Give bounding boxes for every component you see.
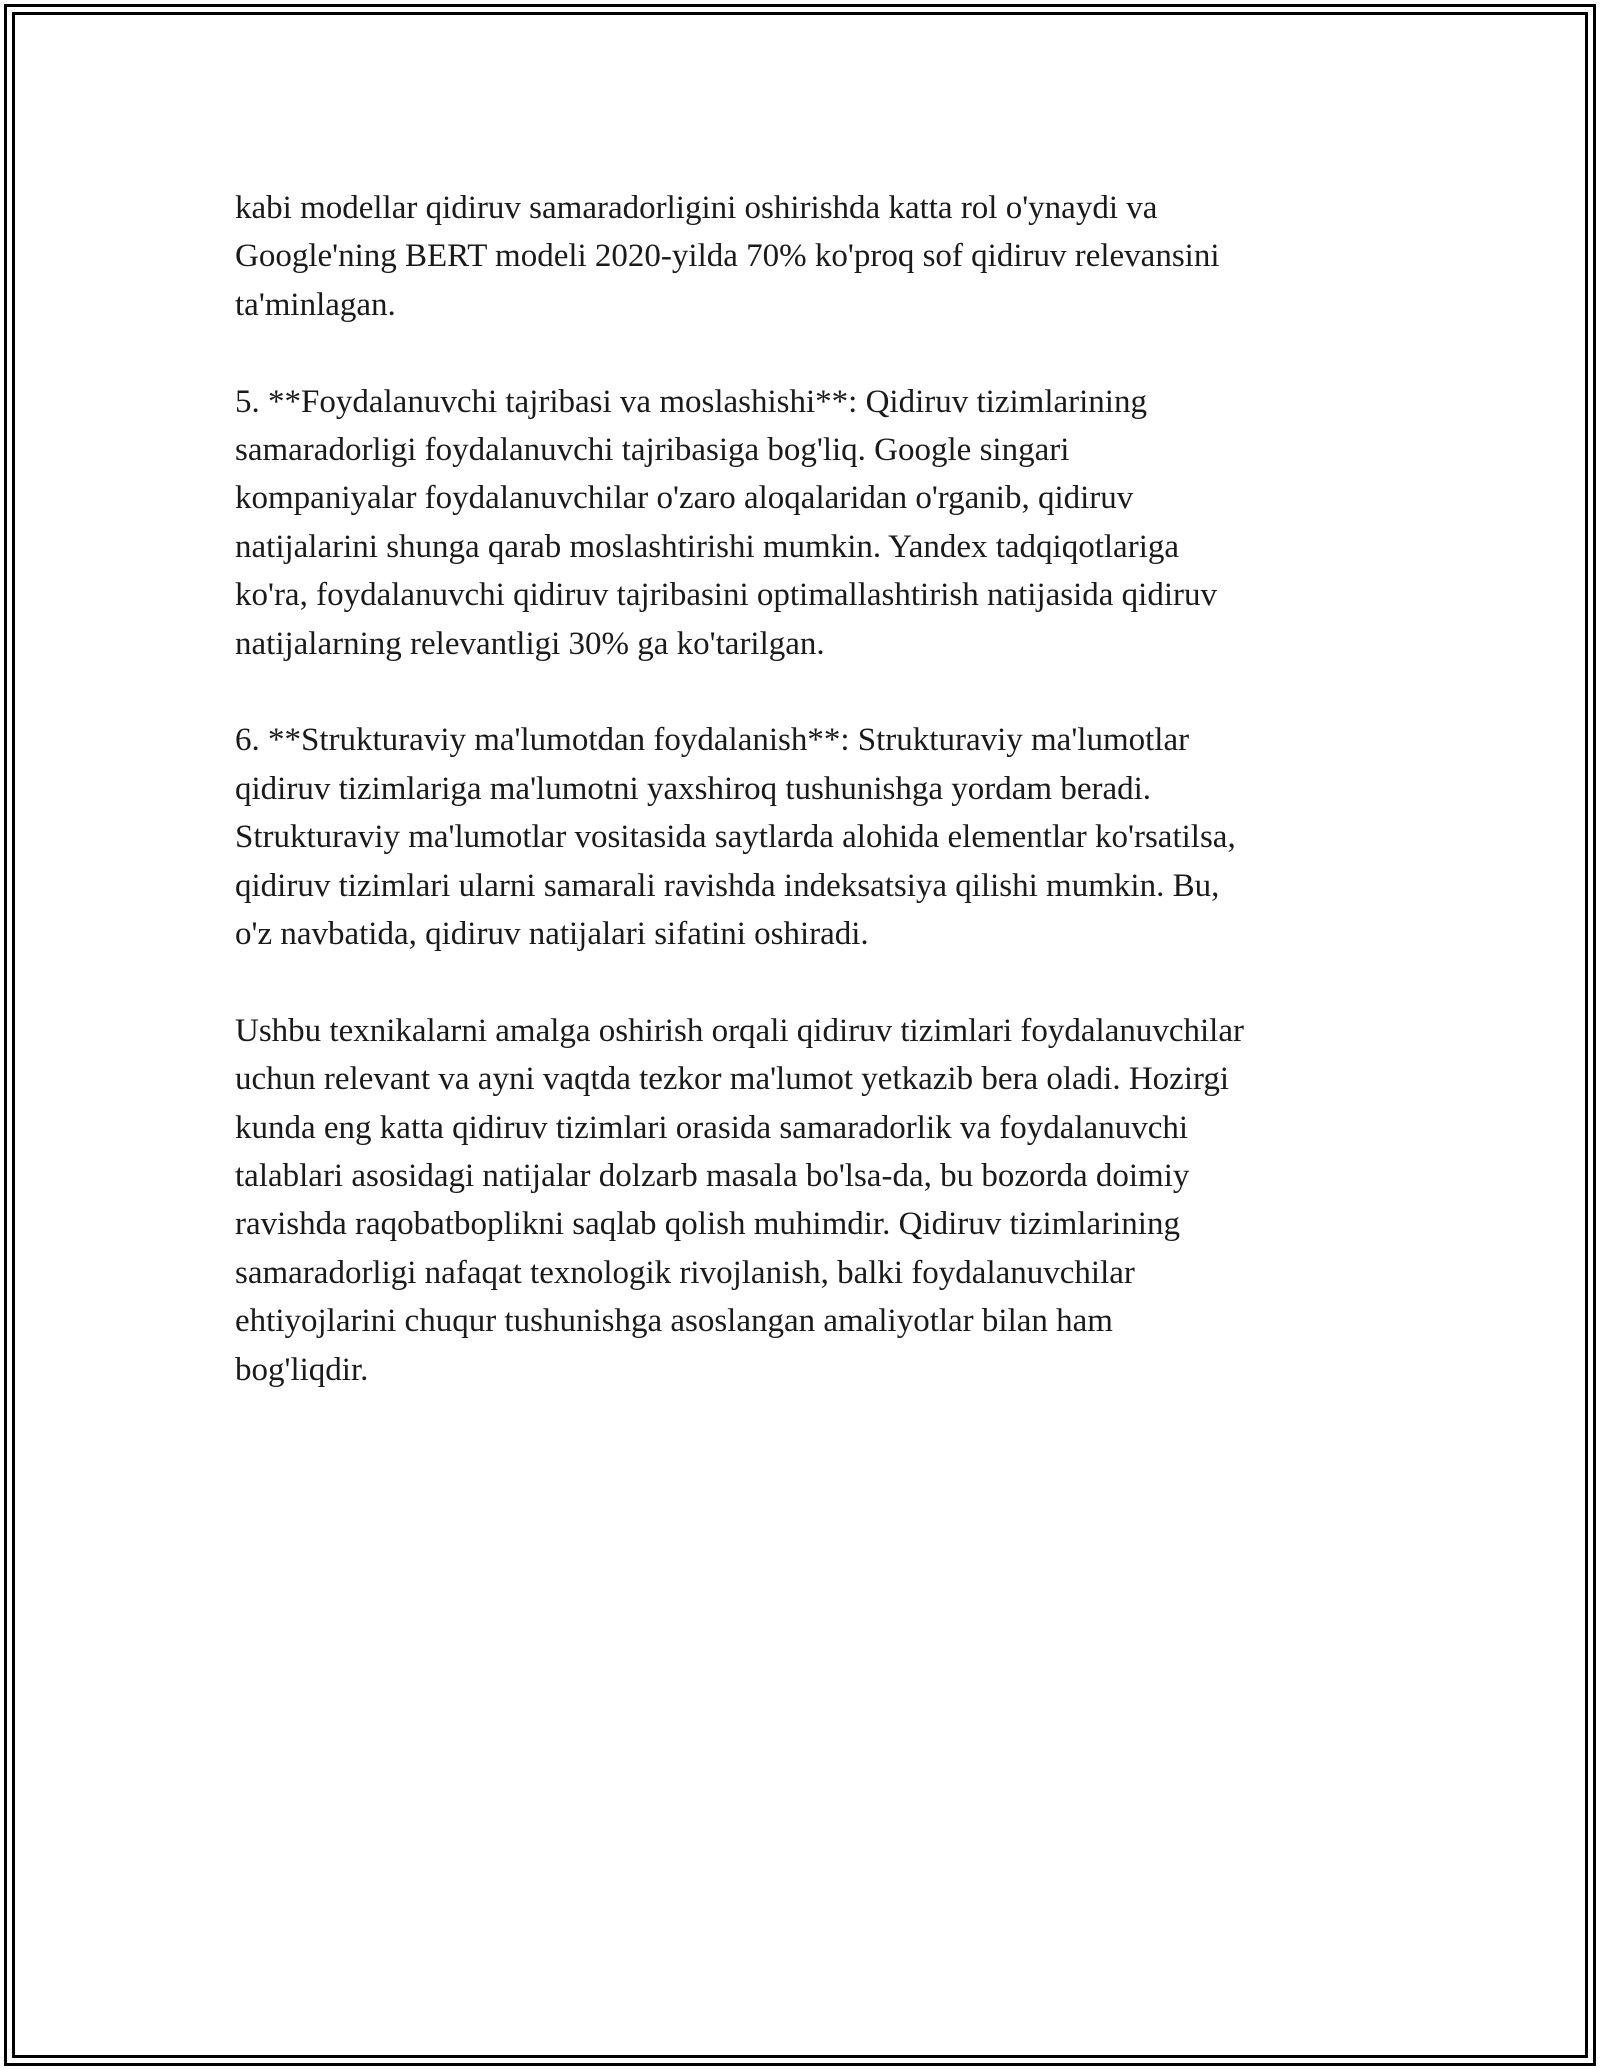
paragraph-item-5-user-experience: 5. **Foydalanuvchi tajribasi va moslashishi**: Qidiruv tizimlarining samaradorligi foydalanuvchi tajribasiga bog'liq. Google singari kompaniyalar foydalanuvchilar o'zaro aloqalaridan o'rganib, qidiruv natijalarini shunga qarab moslashtirishi mumkin. Yandex tadqiqotlariga ko'ra, foydalanuvchi qidiruv tajribasini optimallashtirish natijasida qidiruv natijalarning relevantligi 30% ga ko'tarilgan. [235,383,1217,662]
paragraph-intro-continuation: kabi modellar qidiruv samaradorligini oshirishda katta rol o'ynaydi va Google'ning BERT modeli 2020-yilda 70% ko'proq sof qidiruv relevansini ta'minlagan. [235,190,1220,323]
paragraph-item-6-structured-data: 6. **Strukturaviy ma'lumotdan foydalanish**: Strukturaviy ma'lumotlar qidiruv tizimlariga ma'lumotni yaxshiroq tushunishga yordam beradi. Strukturaviy ma'lumotlar vositasida saytlarda alohida elementlar ko'rsatilsa, qidiruv tizimlari ularni samarali ravishda indeksatsiya qilishi mumkin. Bu, o'z navbatida, qidiruv natijalari sifatini oshiradi. [235,722,1236,953]
paragraph-conclusion: Ushbu texnikalarni amalga oshirish orqali qidiruv tizimlari foydalanuvchilar uchun relevant va ayni vaqtda tezkor ma'lumot yetkazib bera oladi. Hozirgi kunda eng katta qidiruv tizimlari orasida samaradorlik va foydalanuvchi talablari asosidagi natijalar dolzarb masala bo'lsa-da, bu bozorda doimiy ravishda raqobatboplikni saqlab qolish muhimdir. Qidiruv tizimlarining samaradorligi nafaqat texnologik rivojlanish, balki foydalanuvchilar ehtiyojlarini chuqur tushunishga asoslangan amaliyotlar bilan ham bog'liqdir. [235,1012,1244,1388]
document-body [235,184,1370,1443]
